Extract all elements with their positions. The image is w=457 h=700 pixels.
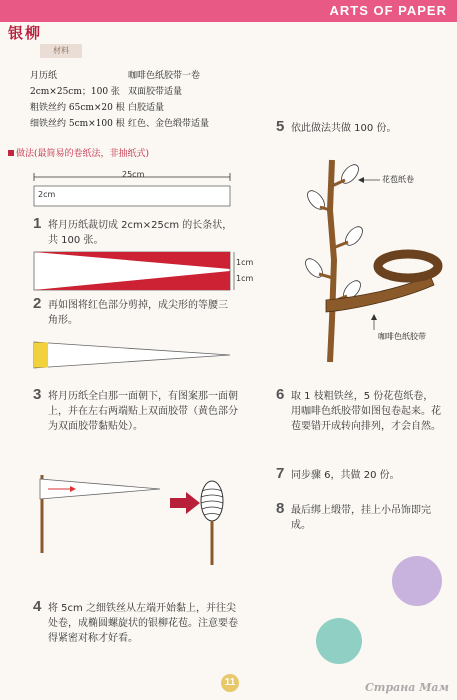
- step-7-number: 7: [276, 465, 285, 482]
- paper-strip: [34, 186, 230, 206]
- red-arrow-icon: [186, 492, 200, 514]
- material-item: 咖啡色纸胶带一卷: [128, 71, 201, 81]
- yellow-tape-area: [34, 343, 48, 368]
- trim-diagram: [30, 250, 240, 292]
- step-5-text: 依此做法共做 100 份。: [291, 123, 397, 134]
- bud: [342, 224, 365, 249]
- step-2-number: 2: [33, 295, 42, 312]
- material-item: 双面胶带适量: [128, 87, 183, 97]
- step-6-number: 6: [276, 386, 285, 403]
- height-label: 2cm: [38, 190, 56, 199]
- decor-circle-purple: [392, 556, 442, 606]
- decor-circle-teal: [316, 618, 362, 664]
- material-item: 红色、金色缎带适量: [128, 119, 210, 129]
- bud-label-arrowhead: [358, 177, 364, 183]
- material-item: 白胶适量: [128, 103, 165, 113]
- steps-heading-text: 做法(最简易的卷纸法，非抽纸式): [16, 149, 150, 159]
- step-5-number: 5: [276, 118, 285, 135]
- material-item: 月历纸: [30, 71, 58, 81]
- tape-label-arrowhead: [371, 314, 377, 320]
- bud-roll-label: 花苞纸卷: [382, 175, 414, 184]
- triangle-diagram: [30, 338, 240, 372]
- material-item: 粗铁丝约 65cm×20 根: [30, 103, 125, 113]
- step-3-text: 将月历纸全白那一面朝下，有图案那一面朝上，并在左右两端贴上双面胶带（黄色部分为双面胶带黏贴处）。: [48, 391, 238, 432]
- step-8-text: 最后绑上缎带，挂上小吊饰即完成。: [291, 505, 431, 531]
- step-4-text: 将 5cm 之细铁丝从左端开始黏上，并往尖处卷，成椭圆螺旋状的银柳花苞。注意要卷得紧密对称才好看。: [48, 603, 238, 644]
- material-item: 2cm×25cm；100 张: [30, 87, 120, 97]
- step-1-number: 1: [33, 215, 42, 232]
- material-item: 细铁丝约 5cm×100 根: [30, 119, 125, 129]
- watermark: Страна Мам: [365, 681, 449, 694]
- red-arrow-shaft: [170, 498, 186, 508]
- tape-roll: [378, 254, 438, 278]
- rolling-diagram: [30, 465, 240, 575]
- paper-triangle: [34, 342, 230, 368]
- step-4-number: 4: [33, 598, 42, 615]
- square-bullet-icon: [8, 150, 14, 156]
- step-2-text: 再如图将红色部分剪掉，成尖形的等腰三角形。: [48, 300, 228, 326]
- page-number: 11: [221, 674, 239, 692]
- step-3-number: 3: [33, 386, 42, 403]
- step-6-text: 取 1 枝粗铁丝，5 份花苞纸卷，用咖啡色纸胶带如图包卷起来。花苞要错开成转向排列，才会自然。: [291, 391, 441, 432]
- step-8-number: 8: [276, 500, 285, 517]
- materials-badge: 材料: [40, 44, 82, 58]
- tape-label: 咖啡色纸胶带: [378, 332, 426, 341]
- steps-heading: [8, 146, 149, 159]
- branch-stem: [330, 160, 334, 362]
- series-title: ARTS OF PAPER: [329, 3, 447, 18]
- page-title: 银柳: [8, 24, 43, 42]
- top-cm-label: 1cm: [236, 258, 254, 267]
- bottom-cm-label: 1cm: [236, 274, 254, 283]
- branch-diagram: [290, 150, 450, 365]
- width-label: 25cm: [122, 170, 145, 179]
- bud: [302, 256, 325, 281]
- step-1-text: 将月历纸裁切成 2cm×25cm 的长条状，共 100 张。: [48, 220, 233, 246]
- step-7-text: 同步骤 6，共做 20 份。: [291, 470, 400, 481]
